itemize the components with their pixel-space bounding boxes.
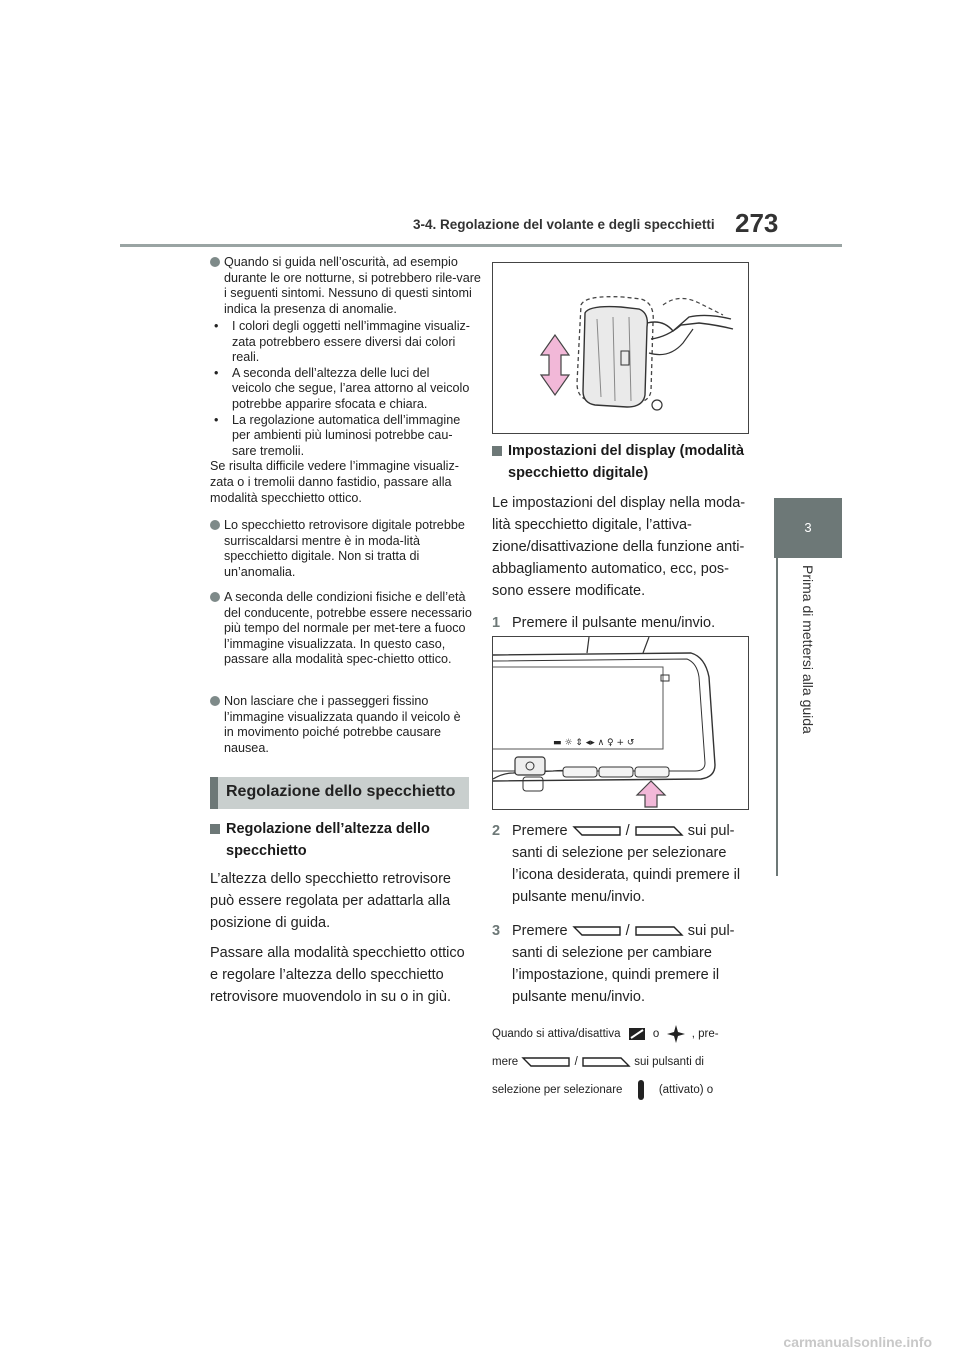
menu-icons-row (553, 738, 634, 748)
toggle-text-b: , pre- (691, 1028, 719, 1040)
toggle-text-a: Quando si attiva/disattiva (492, 1028, 621, 1040)
sparkle-icon (667, 1025, 685, 1043)
note-darkness: Quando si guida nell’oscurità, ad esempio durante le ore notturne, si potrebbero rile-vare i seguenti sintomi. Nessuno di questi sintomi indica la presenza di anomalie. • I colori degli oggetti nell’immagine visualiz-zata potrebbero essere diversi dai colori reali. • A seconda dell’altezza delle luci del veicolo che segue, l’area attorno al veicolo potrebbe apparire sfocata e chiara. • La regolazione automatica dell’immagine per ambienti più luminosi potrebbe cau-sare tremolii. Se risulta difficile vedere l’immagine visualiz-zata o i tremolii danno fastidio, passare alla modalità specchietto ottico. (210, 255, 472, 515)
toggle-text-f: (attivato) o (658, 1084, 714, 1096)
para-display-settings: Le impostazioni del display nella moda-lità specchietto digitale, l’attiva-zione/disattivazione della funzione anti-abbagliamento automatico, ecc, pos-sono essere modificate. (492, 495, 746, 599)
chapter-number: 3 (804, 520, 812, 535)
toggle-text-o: o (652, 1028, 660, 1040)
bullet-dot-icon (210, 696, 220, 706)
step-1 (492, 612, 752, 634)
step-2 (492, 820, 752, 908)
toggle-text-c: mere (492, 1056, 519, 1068)
step-2-lead: Premere (512, 823, 568, 839)
note-darkness-outro: Se risulta difficile vedere l’immagine visualiz-zata o i tremolii danno fastidio, passare alla modalità specchietto ottico. (210, 459, 459, 505)
step-1-text: Premere il pulsante menu/invio. (512, 615, 716, 631)
section-heading-bar: Regolazione dello specchietto (210, 777, 469, 809)
bullet-dot-icon (210, 592, 220, 602)
note-darkness-bullet-3: La regolazione automatica dell’immagine per ambienti più luminosi potrebbe cau-sare tremolii. (232, 412, 461, 458)
chapter-tab-line (776, 558, 778, 876)
on-indicator-icon (636, 1079, 646, 1101)
note-overheat (210, 518, 472, 580)
step-3-text: sui pul-santi di selezione per cambiare l’impostazione, quindi premere il pulsante menu/invio. (512, 923, 735, 1005)
note-passengers-text: Non lasciare che i passeggeri fissino l’immagine visualizzata quando il veicolo è in movimento poiché potrebbe causare nausea. (224, 694, 461, 755)
bullet-dot-icon (210, 257, 220, 267)
step-1-number: 1 (492, 615, 501, 631)
page-number: 273 (735, 208, 779, 238)
up-down-arrow-icon (541, 335, 569, 395)
step-2-number: 2 (492, 823, 501, 839)
step-3-slash: / (625, 923, 630, 939)
toggle-slash: / (574, 1056, 578, 1068)
para-mirror-height-1: L’altezza dello specchietto retrovisore può essere regolata per adattarla alla posizione di guida. (210, 871, 451, 931)
toggle-text-d: sui pulsanti di (634, 1056, 704, 1068)
select-left-button-icon (572, 825, 622, 837)
section-title: 3-4. Regolazione del volante e degli specchietti (413, 217, 715, 232)
select-right-button-icon (581, 1056, 631, 1068)
chapter-title: Prima di mettersi alla guida (800, 565, 816, 734)
note-darkness-bullet-2: A seconda dell’altezza delle luci del veicolo che segue, l’area attorno al veicolo potrebbe apparire sfocata e chiara. (232, 365, 470, 411)
note-darkness-intro: Quando si guida nell’oscurità, ad esempio durante le ore notturne, si potrebbero rile-vare i seguenti sintomi. Nessuno di questi sintomi indica la presenza di anomalie. (224, 255, 481, 316)
watermark: carmanualsonline.info (783, 1334, 932, 1350)
heading-mirror-height: Regolazione dell’altezza dello specchietto (226, 821, 430, 859)
step-3 (492, 920, 752, 1008)
heading-square-icon (492, 446, 502, 456)
step-3-lead: Premere (512, 923, 568, 939)
display-settings-section (492, 440, 752, 658)
note-focus (210, 590, 472, 668)
para-mirror-height-2: Passare alla modalità specchietto ottico e regolare l’altezza dello specchietto retrovisore muovendolo in su o in giù. (210, 945, 465, 1005)
press-arrow-icon (637, 781, 665, 807)
select-right-button-icon (634, 925, 684, 937)
note-darkness-bullet-1: I colori degli oggetti nell’immagine visualiz-zata potrebbero essere diversi dai colori reali. (232, 319, 470, 365)
mirror-height-section (210, 818, 470, 1008)
toggle-text-e: selezione per selezionare (492, 1084, 623, 1096)
select-left-button-icon (521, 1056, 571, 1068)
mirror-display-illustration (492, 636, 749, 810)
note-focus-text: A seconda delle condizioni fisiche e dell’età del conducente, potrebbe essere necessario più tempo del normale per met-tere a fuoco l’immagine visualizzata. In questo caso, passare alla modalità spec-chietto ottico. (224, 590, 472, 667)
heading-square-icon (210, 824, 220, 834)
svg-text:▬ ☼ ⇕ ◂▸ ∧ ♀ + ↺: ▬ ☼ ⇕ ◂▸ ∧ ♀ + ↺ (553, 738, 635, 748)
note-overheat-text: Lo specchietto retrovisore digitale potrebbe surriscaldarsi mentre è in moda-lità specchietto digitale. Non si tratta di un’anomalia. (224, 518, 465, 579)
mirror-height-illustration (492, 262, 749, 434)
header-rule (120, 244, 842, 247)
step-3-number: 3 (492, 923, 501, 939)
step-2-slash: / (625, 823, 630, 839)
heading-display-settings: Impostazioni del display (modalità specchietto digitale) (508, 443, 745, 481)
bullet-dot-icon (210, 520, 220, 530)
toggle-instructions (492, 1020, 754, 1104)
select-left-button-icon (572, 925, 622, 937)
note-passengers (210, 694, 472, 756)
select-right-button-icon (634, 825, 684, 837)
step-2-text: sui pul-santi di selezione per selezionare l’icona desiderata, quindi premere il pulsante menu/invio. (512, 823, 741, 905)
anti-glare-icon (628, 1027, 646, 1041)
